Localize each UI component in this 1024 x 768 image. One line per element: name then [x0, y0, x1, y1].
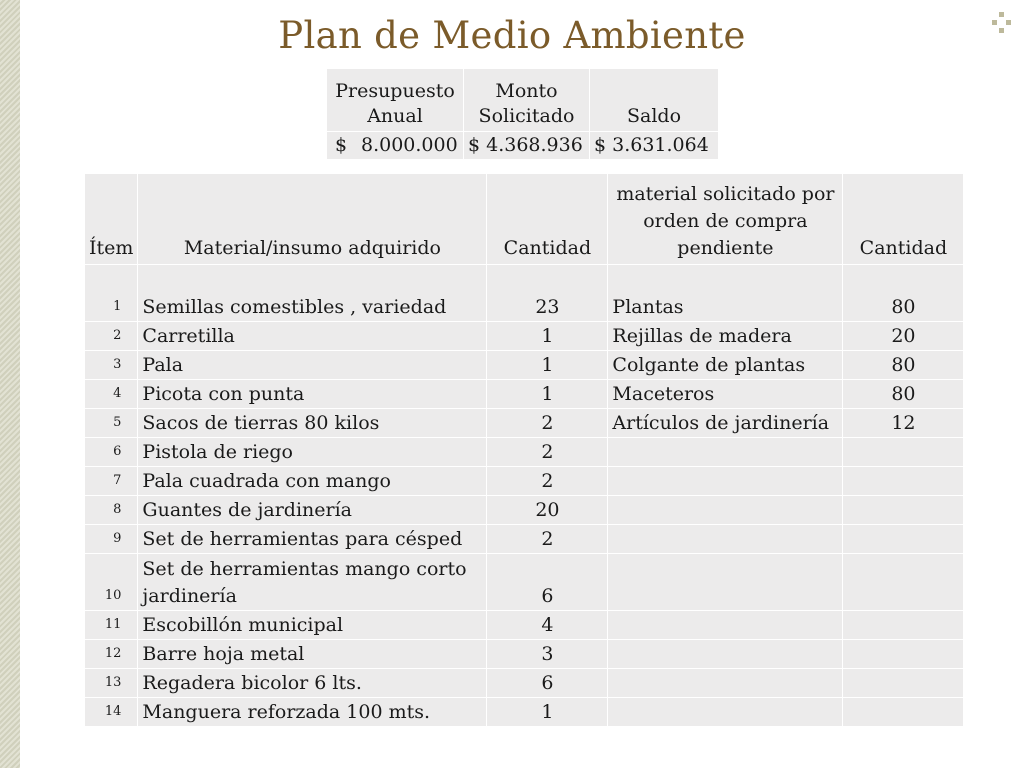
table-row: [85, 554, 964, 611]
pending-material-quantity: 80: [843, 380, 964, 409]
material-quantity: 2: [487, 409, 608, 438]
material-quantity: 23: [487, 265, 608, 322]
budget-annual-value: [327, 132, 464, 160]
pending-material-quantity: [843, 496, 964, 525]
materials-table: [84, 173, 964, 727]
material-name: Manguera reforzada 100 mts.: [138, 698, 487, 727]
budget-table: [326, 68, 719, 160]
material-name: Carretilla: [138, 322, 487, 351]
material-quantity: 2: [487, 525, 608, 554]
material-quantity: 3: [487, 640, 608, 669]
pending-material-name: [608, 554, 843, 611]
material-name: Set de herramientas para césped: [138, 525, 487, 554]
material-name: Picota con punta: [138, 380, 487, 409]
table-row: [85, 351, 964, 380]
budget-balance-value: $ 3.631.064: [590, 132, 719, 160]
material-name: Guantes de jardinería: [138, 496, 487, 525]
item-number: 10: [85, 554, 138, 611]
pending-material-quantity: [843, 525, 964, 554]
pending-material-name: Plantas: [608, 265, 843, 322]
item-number: 6: [85, 438, 138, 467]
material-quantity: 1: [487, 322, 608, 351]
pending-material-quantity: [843, 698, 964, 727]
item-number: 5: [85, 409, 138, 438]
item-number: 11: [85, 611, 138, 640]
pending-material-name: [608, 669, 843, 698]
material-name: Escobillón municipal: [138, 611, 487, 640]
pending-material-quantity: [843, 554, 964, 611]
table-row: [85, 438, 964, 467]
table-row: [85, 265, 964, 322]
material-quantity: 4: [487, 611, 608, 640]
pending-material-name: Artículos de jardinería: [608, 409, 843, 438]
material-quantity: 2: [487, 467, 608, 496]
pending-material-name: [608, 640, 843, 669]
pending-material-name: Rejillas de madera: [608, 322, 843, 351]
material-name: Pala: [138, 351, 487, 380]
header-pending-quantity: Cantidad: [843, 174, 964, 265]
table-row: [85, 467, 964, 496]
table-row: [85, 409, 964, 438]
table-row: [85, 669, 964, 698]
budget-requested-value: $ 4.368.936: [464, 132, 590, 160]
item-number: 14: [85, 698, 138, 727]
material-name: Pala cuadrada con mango: [138, 467, 487, 496]
item-number: 9: [85, 525, 138, 554]
material-quantity: 1: [487, 351, 608, 380]
header-pending-material: material solicitado por orden de compra pendiente: [608, 174, 843, 265]
item-number: 8: [85, 496, 138, 525]
material-name: Sacos de tierras 80 kilos: [138, 409, 487, 438]
pending-material-quantity: 20: [843, 322, 964, 351]
pending-material-name: [608, 611, 843, 640]
budget-value-row: [327, 132, 719, 160]
item-number: 12: [85, 640, 138, 669]
budget-header-balance: Saldo: [590, 69, 719, 132]
budget-header-annual: Presupuesto Anual: [327, 69, 464, 132]
header-material: Material/insumo adquirido: [138, 174, 487, 265]
pending-material-name: [608, 698, 843, 727]
table-row: [85, 525, 964, 554]
pending-material-quantity: [843, 467, 964, 496]
pending-material-quantity: 12: [843, 409, 964, 438]
table-row: [85, 496, 964, 525]
pending-material-quantity: [843, 611, 964, 640]
item-number: 3: [85, 351, 138, 380]
item-number: 1: [85, 265, 138, 322]
item-number: 4: [85, 380, 138, 409]
table-row: [85, 322, 964, 351]
slide-title: Plan de Medio Ambiente: [278, 14, 746, 57]
material-quantity: 6: [487, 554, 608, 611]
table-row: [85, 698, 964, 727]
header-item: Ítem: [85, 174, 138, 265]
budget-annual-amount: 8.000.000: [361, 134, 458, 156]
pending-material-name: [608, 496, 843, 525]
material-quantity: 20: [487, 496, 608, 525]
item-number: 2: [85, 322, 138, 351]
item-number: 13: [85, 669, 138, 698]
table-row: [85, 380, 964, 409]
table-row: [85, 640, 964, 669]
pending-material-name: [608, 467, 843, 496]
pending-material-quantity: 80: [843, 351, 964, 380]
material-name: Pistola de riego: [138, 438, 487, 467]
materials-header-row: [85, 174, 964, 265]
material-quantity: 2: [487, 438, 608, 467]
pending-material-name: Maceteros: [608, 380, 843, 409]
material-name: Semillas comestibles , variedad: [138, 265, 487, 322]
budget-header-row: [327, 69, 719, 132]
material-quantity: 1: [487, 698, 608, 727]
currency-sign: $: [335, 134, 348, 156]
slide-side-border: [0, 0, 20, 768]
pending-material-name: [608, 525, 843, 554]
pending-material-quantity: [843, 669, 964, 698]
table-row: [85, 611, 964, 640]
material-quantity: 6: [487, 669, 608, 698]
item-number: 7: [85, 467, 138, 496]
material-name: Set de herramientas mango corto jardinería: [138, 554, 487, 611]
pending-material-quantity: [843, 640, 964, 669]
material-name: Regadera bicolor 6 lts.: [138, 669, 487, 698]
header-quantity: Cantidad: [487, 174, 608, 265]
material-name: Barre hoja metal: [138, 640, 487, 669]
pending-material-quantity: [843, 438, 964, 467]
pending-material-name: Colgante de plantas: [608, 351, 843, 380]
material-quantity: 1: [487, 380, 608, 409]
pending-material-name: [608, 438, 843, 467]
budget-header-requested: Monto Solicitado: [464, 69, 590, 132]
pending-material-quantity: 80: [843, 265, 964, 322]
